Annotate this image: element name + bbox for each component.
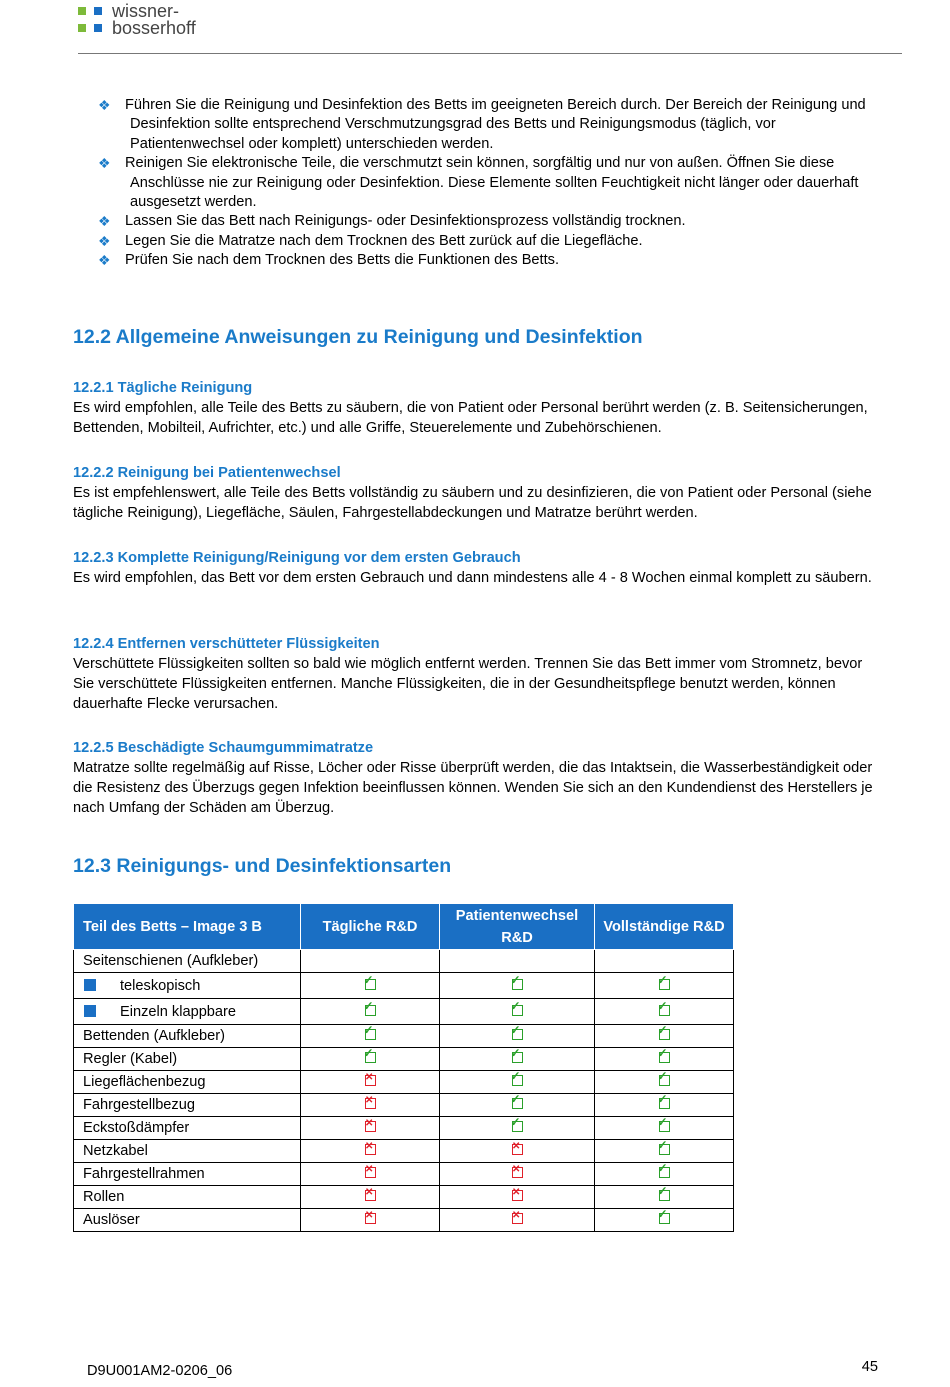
- bullet-item: [98, 96, 878, 154]
- table-cell-mark: [301, 1140, 440, 1163]
- table-cell-mark: [440, 1209, 595, 1232]
- column-header-complete: Vollständige R&D: [595, 904, 734, 950]
- part-label: Auslöser: [83, 1212, 140, 1228]
- table-row: [74, 1048, 734, 1071]
- part-label: teleskopisch: [120, 977, 201, 994]
- table-cell-mark: [301, 1094, 440, 1117]
- checked-box-icon: ✓: [659, 1098, 670, 1109]
- table-row: [74, 1025, 734, 1048]
- table-row: [74, 1094, 734, 1117]
- checked-box-icon: ✓: [512, 1098, 523, 1109]
- bullet-item: [98, 232, 878, 251]
- checked-box-icon: ✓: [512, 1121, 523, 1132]
- logo-text-line2: bosserhoff: [112, 18, 196, 38]
- bullet-item: [98, 212, 878, 231]
- checked-box-icon: ✓: [659, 1052, 670, 1063]
- table-cell-mark: [440, 1071, 595, 1094]
- table-cell-mark: [595, 1163, 734, 1186]
- crossed-box-icon: ✕: [365, 1144, 376, 1155]
- checked-box-icon: ✓: [512, 979, 523, 990]
- table-cell-mark: [440, 950, 595, 973]
- part-label: Eckstoßdämpfer: [83, 1120, 190, 1136]
- part-label: Bettenden (Aufkleber): [83, 1028, 225, 1044]
- part-label: Seitenschienen (Aufkleber): [83, 953, 259, 969]
- table-cell-mark: [301, 1186, 440, 1209]
- checked-box-icon: ✓: [659, 1167, 670, 1178]
- diamond-bullet-icon: ❖: [98, 97, 111, 113]
- crossed-box-icon: ✕: [365, 1167, 376, 1178]
- table-cell-mark: [440, 1094, 595, 1117]
- crossed-box-icon: ✕: [365, 1213, 376, 1224]
- subsection-heading-12-2-2: 12.2.2 Reinigung bei Patientenwechsel: [73, 465, 341, 481]
- subsection-text-12-2-4: Verschüttete Flüssigkeiten sollten so bald wie möglich entfernt werden. Trennen Sie das Bett immer vom Stromnetz, bevor Sie verschüttete Flüssigkeiten entfernen. Manche Flüssigkeiten, die in der Gesundheitspflege benutzt werden, können dauerhafte Flecke verursachen.: [73, 656, 863, 712]
- table-cell-mark: [440, 1117, 595, 1140]
- table-cell-part: [74, 1117, 301, 1140]
- table-row: [74, 950, 734, 973]
- logo-square-green-top: [78, 7, 86, 15]
- column-header-daily: Tägliche R&D: [301, 904, 440, 950]
- table-cell-mark: [440, 1163, 595, 1186]
- checked-box-icon: ✓: [659, 1005, 670, 1016]
- logo-square-blue-top: [94, 7, 102, 15]
- diamond-bullet-icon: ❖: [98, 232, 111, 249]
- bullet-item: [98, 154, 878, 212]
- section-heading-12-3: 12.3 Reinigungs- und Desinfektionsarten: [73, 855, 452, 877]
- subsection-heading-12-2-4: 12.2.4 Entfernen verschütteter Flüssigkeiten: [73, 636, 380, 652]
- table-body: [74, 950, 734, 1232]
- cleaning-disinfection-table: [73, 903, 734, 1232]
- checked-box-icon: ✓: [659, 1121, 670, 1132]
- table-cell-mark: [440, 973, 595, 999]
- table-cell-mark: [595, 1186, 734, 1209]
- table-cell-part: [74, 999, 301, 1025]
- table-cell-mark: [301, 999, 440, 1025]
- checked-box-icon: ✓: [512, 1075, 523, 1086]
- checked-box-icon: ✓: [512, 1029, 523, 1040]
- table-cell-mark: [595, 999, 734, 1025]
- table-cell-mark: [301, 1048, 440, 1071]
- table-cell-mark: [301, 1025, 440, 1048]
- checked-box-icon: ✓: [659, 1075, 670, 1086]
- column-header-patient-change: Patientenwechsel R&D: [440, 904, 595, 950]
- crossed-box-icon: ✕: [512, 1167, 523, 1178]
- table-cell-part: [74, 1140, 301, 1163]
- section-heading-12-2: 12.2 Allgemeine Anweisungen zu Reinigung und Desinfektion: [73, 326, 643, 348]
- table-cell-mark: [440, 999, 595, 1025]
- table-cell-mark: [301, 1071, 440, 1094]
- table-cell-mark: [595, 1048, 734, 1071]
- diamond-bullet-icon: ❖: [98, 252, 111, 269]
- table-cell-part: [74, 1163, 301, 1186]
- crossed-box-icon: ✕: [512, 1190, 523, 1201]
- subsection-text-12-2-1: Es wird empfohlen, alle Teile des Betts zu säubern, die von Patient oder Personal berührt werden (z. B. Seitensicherungen, Bettenden, Mobilteil, Aufrichter, etc.) und alle Griffe, Steuerelemente und Zubehörschienen.: [73, 400, 868, 436]
- part-label: Netzkabel: [83, 1143, 148, 1159]
- table-cell-mark: [440, 1140, 595, 1163]
- part-label: Rollen: [83, 1189, 125, 1205]
- table-cell-part: [74, 1209, 301, 1232]
- part-label: Fahrgestellbezug: [83, 1097, 195, 1113]
- checked-box-icon: ✓: [365, 1052, 376, 1063]
- crossed-box-icon: ✕: [512, 1144, 523, 1155]
- table-row: [74, 1209, 734, 1232]
- checked-box-icon: ✓: [365, 979, 376, 990]
- table-cell-mark: [440, 1048, 595, 1071]
- checked-box-icon: ✓: [512, 1052, 523, 1063]
- table-cell-mark: [595, 1071, 734, 1094]
- table-cell-mark: [595, 1025, 734, 1048]
- subsection-heading-12-2-5: 12.2.5 Beschädigte Schaumgummimatratze: [73, 740, 374, 756]
- bullet-text: Reinigen Sie elektronische Teile, die verschmutzt sein können, sorgfältig und nur von außen. Öffnen Sie diese Anschlüsse nie zur Reinigung oder Desinfektion. Diese Elemente sollten Feuchtigkeit nicht länger oder dauerhaft ausgesetzt werden.: [125, 155, 859, 211]
- table-row: [74, 1117, 734, 1140]
- checked-box-icon: ✓: [512, 1005, 523, 1016]
- table-cell-mark: [301, 973, 440, 999]
- table-cell-part: [74, 1071, 301, 1094]
- table-cell-mark: [595, 1140, 734, 1163]
- diamond-bullet-icon: ❖: [98, 155, 111, 172]
- crossed-box-icon: ✕: [365, 1190, 376, 1201]
- footer-document-id: D9U001AM2-0206_06: [87, 1363, 233, 1379]
- table-cell-part: [74, 1094, 301, 1117]
- table-row: [74, 973, 734, 999]
- logo-text-line1: wissner-: [112, 1, 180, 21]
- checked-box-icon: ✓: [365, 1005, 376, 1016]
- bullet-text: Führen Sie die Reinigung und Desinfektion des Betts im geeigneten Bereich durch. Der Bereich der Reinigung und Desinfektion sollte entsprechend Verschmutzungsgrad des Betts und Reinigungsmodus (täglich, vor Patientenwechsel oder komplett) unterschieden werden.: [125, 97, 866, 152]
- table-cell-part: [74, 1048, 301, 1071]
- part-label: Liegeflächenbezug: [83, 1074, 206, 1090]
- table-cell-mark: [595, 950, 734, 973]
- checked-box-icon: ✓: [659, 979, 670, 990]
- table-cell-part: [74, 973, 301, 999]
- part-label: Fahrgestellrahmen: [83, 1166, 205, 1182]
- table-cell-mark: [301, 1117, 440, 1140]
- diamond-bullet-icon: ❖: [98, 213, 111, 230]
- checked-box-icon: ✓: [365, 1029, 376, 1040]
- subsection-heading-12-2-1: 12.2.1 Tägliche Reinigung: [73, 380, 253, 396]
- bullet-text: Prüfen Sie nach dem Trocknen des Betts die Funktionen des Betts.: [125, 252, 560, 269]
- subsection-text-12-2-5: Matratze sollte regelmäßig auf Risse, Löcher oder Risse überprüft werden, die das Intaktsein, die Wasserbeständigkeit oder die Resistenz des Überzugs gegen Infektion beeinflussen können. Wenden Sie sich an den Kundendienst des Herstellers je nach Umfang der Schäden am Überzug.: [73, 760, 873, 816]
- table-cell-part: [74, 1186, 301, 1209]
- table-cell-mark: [440, 1186, 595, 1209]
- column-header-part: Teil des Betts – Image 3 B: [74, 904, 301, 950]
- subsection-text-12-2-3: Es wird empfohlen, das Bett vor dem ersten Gebrauch und dann mindestens alle 4 - 8 Wochen einmal komplett zu säubern.: [73, 570, 872, 586]
- logo-square-blue-bottom: [94, 24, 102, 32]
- table-cell-mark: [301, 1163, 440, 1186]
- table-cell-mark: [440, 1025, 595, 1048]
- table-cell-mark: [595, 1209, 734, 1232]
- logo-square-green-bottom: [78, 24, 86, 32]
- table-cell-part: [74, 1025, 301, 1048]
- crossed-box-icon: ✕: [365, 1098, 376, 1109]
- footer-page-number: 45: [861, 1359, 878, 1375]
- part-label: Regler (Kabel): [83, 1051, 178, 1067]
- subsection-heading-12-2-3: 12.2.3 Komplette Reinigung/Reinigung vor dem ersten Gebrauch: [73, 550, 521, 566]
- table-cell-mark: [595, 1117, 734, 1140]
- part-label: Einzeln klappbare: [120, 1003, 237, 1020]
- blue-square-bullet-icon: [84, 979, 96, 991]
- header-divider: [78, 53, 902, 54]
- subsection-text-12-2-2: Es ist empfehlenswert, alle Teile des Betts vollständig zu säubern und zu desinfizieren, die von Patient oder Personal (siehe tägliche Reinigung), Liegefläche, Säulen, Fahrgestellabdeckungen und Matratze berührt werden.: [73, 485, 872, 521]
- crossed-box-icon: ✕: [512, 1213, 523, 1224]
- instruction-bullet-list: [98, 96, 878, 271]
- checked-box-icon: ✓: [659, 1144, 670, 1155]
- checked-box-icon: ✓: [659, 1190, 670, 1201]
- checked-box-icon: ✓: [659, 1213, 670, 1224]
- crossed-box-icon: ✕: [365, 1121, 376, 1132]
- table-cell-mark: [301, 950, 440, 973]
- table-cell-mark: [301, 1209, 440, 1232]
- crossed-box-icon: ✕: [365, 1075, 376, 1086]
- table-header-row: [74, 904, 734, 950]
- table-row: [74, 1071, 734, 1094]
- blue-square-bullet-icon: [84, 1005, 96, 1017]
- checked-box-icon: ✓: [659, 1029, 670, 1040]
- table-row: [74, 999, 734, 1025]
- table-cell-part: [74, 950, 301, 973]
- bullet-text: Legen Sie die Matratze nach dem Trocknen des Bett zurück auf die Liegefläche.: [125, 232, 643, 249]
- table-row: [74, 1163, 734, 1186]
- table-cell-mark: [595, 973, 734, 999]
- bullet-text: Lassen Sie das Bett nach Reinigungs- oder Desinfektionsprozess vollständig trocknen.: [125, 213, 686, 230]
- table-row: [74, 1186, 734, 1209]
- table-cell-mark: [595, 1094, 734, 1117]
- table-row: [74, 1140, 734, 1163]
- bullet-item: [98, 251, 878, 270]
